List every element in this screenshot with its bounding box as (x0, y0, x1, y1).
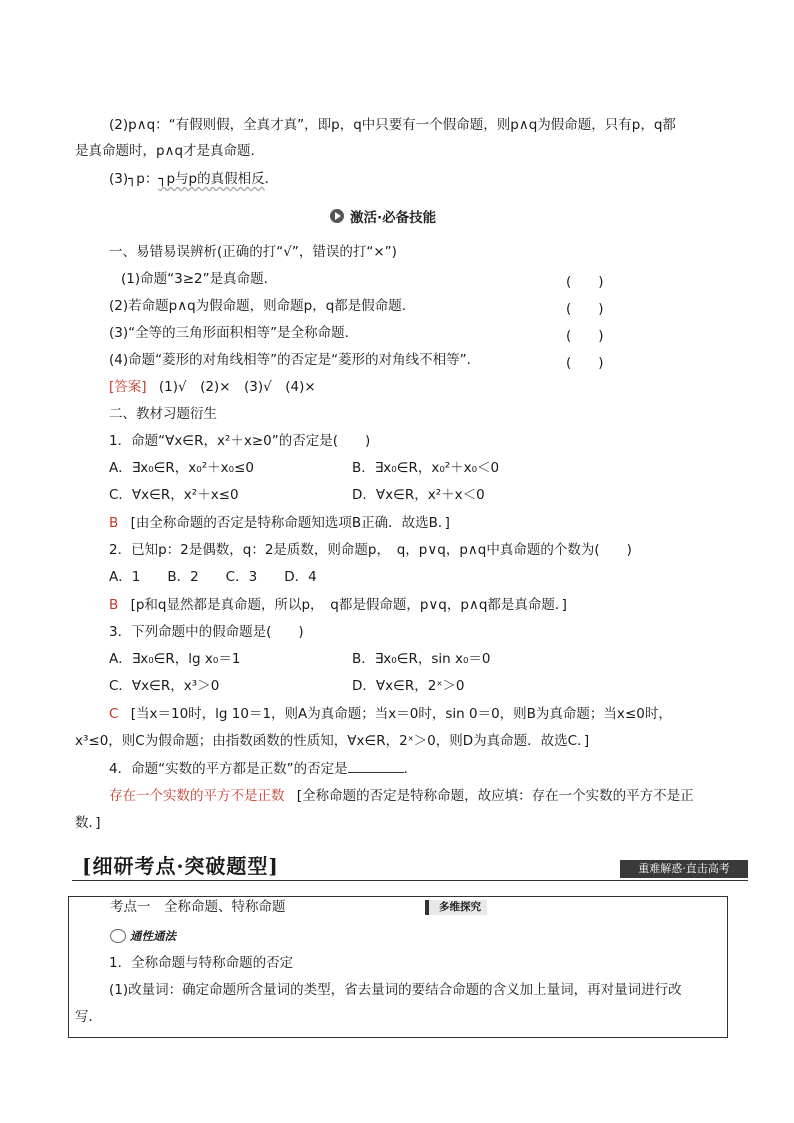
q1-option-d: D．∀x∈R，x²＋x＜0 (352, 487, 485, 503)
q1-explanation: [由全称命题的否定是特称命题知选项B正确．故选B．] (130, 515, 450, 531)
part1-heading: 一、易错易误辨析(正确的打“√”，错误的打“×”) (109, 244, 397, 260)
answer-paren-3: ( ) (566, 328, 604, 344)
section-badge: 重难解惑·直击高考 (620, 860, 748, 878)
q4-stem (109, 760, 417, 778)
section-divider (72, 880, 748, 881)
q3-option-c: C．∀x∈R，x³＞0 (109, 678, 220, 694)
answer-label: [答案] (109, 379, 147, 395)
method-label-text: 通性通法 (130, 929, 176, 943)
part1-item-2: (2)若命题p∧q为假命题，则命题p，q都是假命题． (109, 298, 416, 314)
section-title-text: 激活·必备技能 (350, 210, 437, 226)
q4-blank (348, 760, 404, 773)
q3-explanation-2: x³≤0，则C为假命题；由指数函数的性质知，∀x∈R，2ˣ＞0，则D为真命题．故选C．] (75, 733, 590, 749)
q1-option-b: B．∃x₀∈R，x₀²＋x₀＜0 (352, 460, 500, 476)
part1-item-4: (4)命题“菱形的对角线相等”的否定是“菱形的对角线不相等”． (109, 352, 481, 368)
intro-line-2: 是真命题时，p∧q才是真命题． (75, 143, 265, 159)
answer-paren-1: ( ) (566, 274, 604, 290)
q2-answer: B (109, 597, 119, 613)
section-title (330, 206, 436, 226)
q1-option-c: C．∀x∈R，x²＋x≤0 (109, 487, 239, 503)
q4-answer: 存在一个实数的平方不是正数 (109, 788, 285, 804)
q1-stem: 1．命题“∀x∈R，x²＋x≥0”的否定是( ) (109, 433, 371, 449)
intro-line-3-prefix: (3)┐p： (109, 171, 159, 187)
answer-paren-4: ( ) (566, 355, 604, 371)
q1-solution (109, 514, 450, 532)
q2-stem: 2．已知p：2是偶数，q：2是质数，则命题p， q，p∨q，p∧q中真命题的个数为( ) (109, 542, 632, 558)
q3-stem: 3．下列命题中的假命题是( ) (109, 624, 304, 640)
body-line-1: (1)改量词：确定命题所含量词的类型，省去量词的要结合命题的含义加上量词，再对量词进行改 (109, 982, 682, 998)
q4-stem-text: 4．命题“实数的平方都是正数”的否定是 (109, 761, 348, 777)
q2-explanation: [p和q显然都是真命题，所以p， q都是假命题，p∨q，p∧q都是真命题．] (130, 597, 567, 613)
q3-option-a: A．∃x₀∈R，lg x₀＝1 (109, 651, 241, 667)
intro-line-3-suffix: ． (264, 171, 279, 187)
answer-text: (1)√ (2)× (3)√ (4)× (158, 379, 316, 395)
part2-heading: 二、教材习题衍生 (109, 406, 217, 422)
q1-option-a: A．∃x₀∈R，x₀²＋x₀≤0 (109, 460, 254, 476)
intro-line-1: (2)p∧q：“有假则假，全真才真”，即p，q中只要有一个假命题，则p∧q为假命题，只有p，q都 (109, 117, 676, 133)
kaodian-title: 考点一 全称命题、特称命题 (110, 899, 286, 915)
method-label (110, 928, 176, 944)
q3-option-b: B．∃x₀∈R，sin x₀＝0 (352, 651, 491, 667)
section-heading: [细研考点·突破题型] (82, 854, 279, 878)
q4-explanation-2: 数．] (75, 815, 101, 831)
q4-stem-end: ． (403, 761, 418, 777)
q3-option-d: D．∀x∈R，2ˣ＞0 (352, 678, 465, 694)
intro-line-3 (109, 170, 278, 188)
gear-icon (110, 929, 126, 943)
answer-paren-2: ( ) (566, 301, 604, 317)
part1-item-3: (3)“全等的三角形面积相等”是全称命题． (109, 325, 359, 341)
q3-explanation-1: [当x＝10时，lg 10＝1，则A为真命题；当x＝0时，sin 0＝0，则B为真命题；当x≤0时， (130, 706, 672, 722)
part1-answer (109, 378, 316, 396)
intro-line-3-wavy: ┐p与p的真假相反 (158, 171, 265, 187)
multi-badge: 多维探究 (425, 900, 487, 915)
q2-solution (109, 596, 567, 614)
part1-item-1: (1)命题“3≥2”是真命题． (121, 271, 278, 287)
play-icon (330, 209, 344, 223)
q4-solution (109, 787, 694, 805)
sub-heading-1: 1．全称命题与特称命题的否定 (109, 955, 294, 971)
q3-answer: C (109, 706, 119, 722)
q2-options: A．1 B．2 C．3 D．4 (109, 569, 317, 585)
q3-solution (109, 705, 672, 723)
q1-answer: B (109, 515, 119, 531)
body-line-2: 写． (75, 1009, 102, 1025)
q4-explanation-1: [全称命题的否定是特称命题，故应填：存在一个实数的平方不是正 (296, 788, 694, 804)
